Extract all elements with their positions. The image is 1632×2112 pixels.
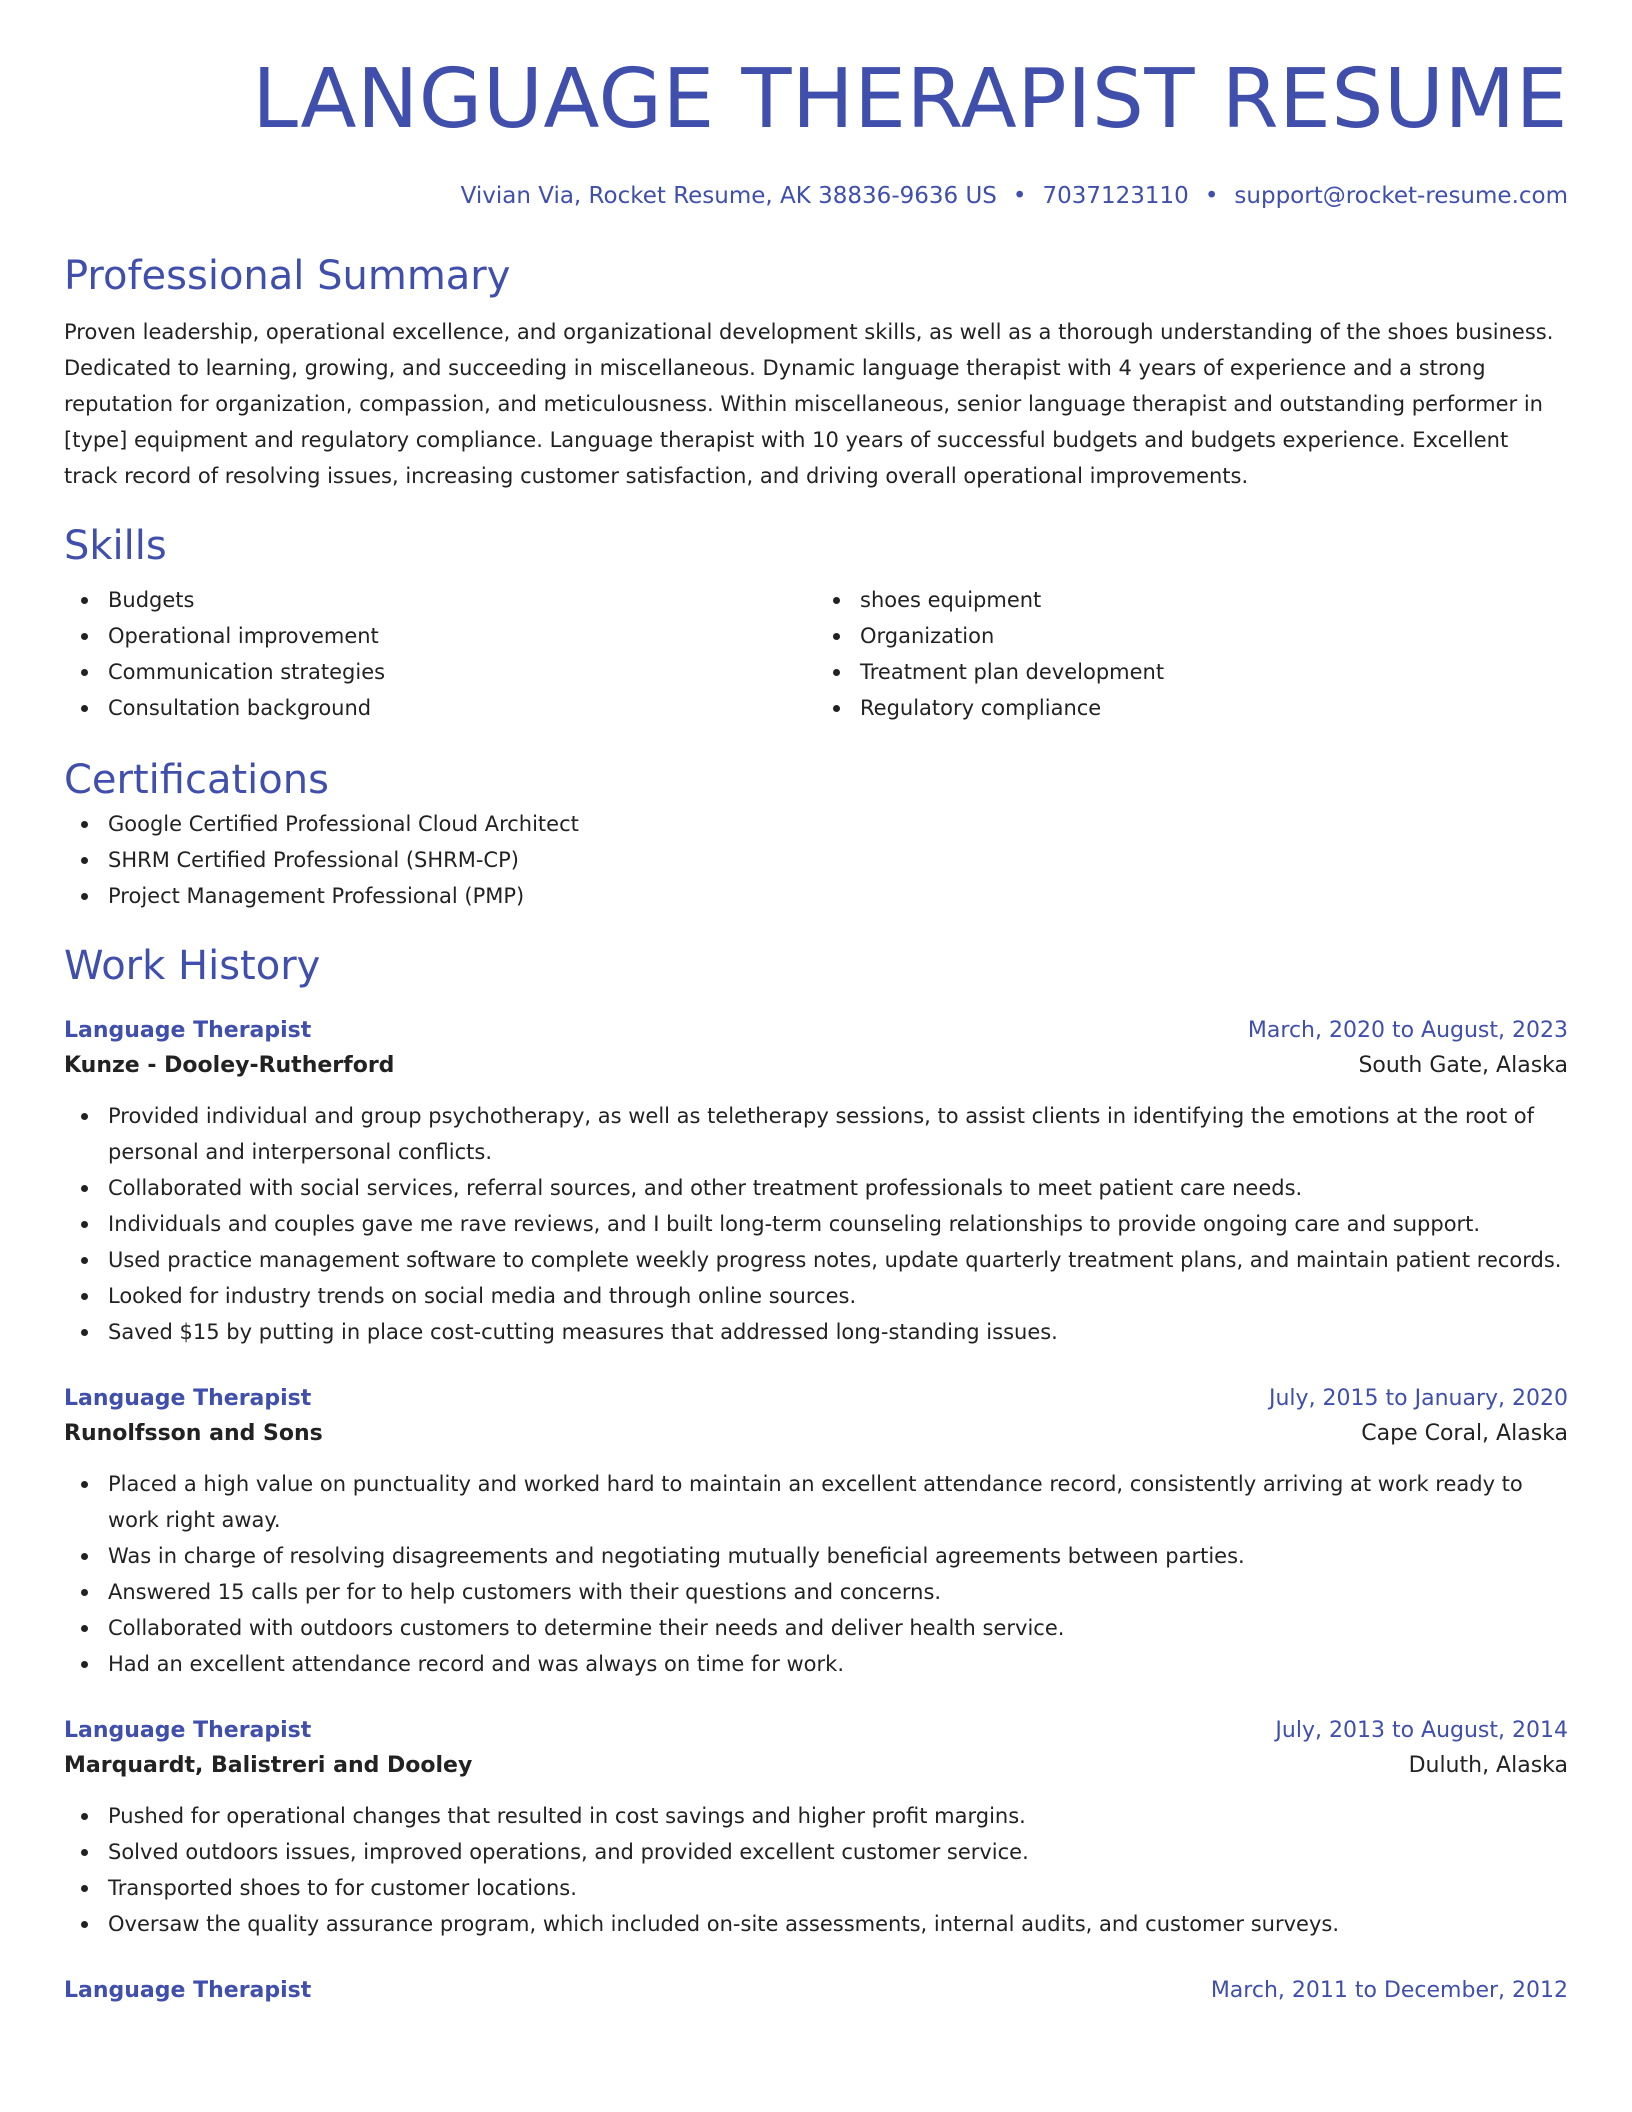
- skill-item: Organization: [860, 618, 1568, 654]
- job-role: Language Therapist: [64, 1386, 312, 1411]
- contact-phone: 7037123110: [1042, 183, 1189, 209]
- job-location: Duluth, Alaska: [1408, 1753, 1568, 1778]
- job-bullet: Saved $15 by putting in place cost-cutting measures that addressed long-standing issues.: [108, 1314, 1568, 1350]
- skill-item: Budgets: [108, 582, 816, 618]
- skill-item: Operational improvement: [108, 618, 816, 654]
- job-bullet: Pushed for operational changes that resulted in cost savings and higher profit margins.: [108, 1798, 1568, 1834]
- job-bullet: Oversaw the quality assurance program, which included on-site assessments, internal audits, and customer surveys.: [108, 1906, 1568, 1942]
- summary-heading: Professional Summary: [64, 253, 511, 299]
- job-bullet: Collaborated with outdoors customers to determine their needs and deliver health service.: [108, 1610, 1568, 1646]
- job-location: South Gate, Alaska: [1358, 1053, 1568, 1078]
- certifications-heading: Certifications: [64, 757, 329, 803]
- skill-item: Communication strategies: [108, 654, 816, 690]
- contact-separator: •: [1204, 183, 1219, 209]
- job-company: Marquardt, Balistreri and Dooley: [64, 1753, 473, 1778]
- job-company: Kunze - Dooley-Rutherford: [64, 1053, 395, 1078]
- job-bullets: [64, 1466, 1568, 1682]
- skills-column-right: [816, 582, 1568, 726]
- contact-line: [64, 180, 1568, 212]
- job-bullets: [64, 1098, 1568, 1350]
- job-dates: July, 2015 to January, 2020: [1269, 1386, 1568, 1411]
- job-bullet: Looked for industry trends on social media and through online sources.: [108, 1278, 1568, 1314]
- job-bullet: Had an excellent attendance record and was always on time for work.: [108, 1646, 1568, 1682]
- job-bullet: Answered 15 calls per for to help customers with their questions and concerns.: [108, 1574, 1568, 1610]
- skill-item: Treatment plan development: [860, 654, 1568, 690]
- job-entry: [64, 1974, 1568, 2008]
- job-bullet: Provided individual and group psychotherapy, as well as teletherapy sessions, to assist clients in identifying the emotions at the root of personal and interpersonal conflicts.: [108, 1098, 1568, 1170]
- job-bullet: Transported shoes to for customer locations.: [108, 1870, 1568, 1906]
- job-bullet: Was in charge of resolving disagreements and negotiating mutually beneficial agreements between parties.: [108, 1538, 1568, 1574]
- job-bullets: [64, 1798, 1568, 1942]
- job-role: Language Therapist: [64, 1018, 312, 1043]
- work-history-heading: Work History: [64, 943, 321, 989]
- certifications-list: [64, 806, 1568, 914]
- certification-item: Project Management Professional (PMP): [108, 878, 1568, 914]
- job-entry: [64, 1714, 1568, 1942]
- job-bullet: Placed a high value on punctuality and worked hard to maintain an excellent attendance record, consistently arriving at work ready to work right away.: [108, 1466, 1568, 1538]
- skills-column-left: [64, 582, 816, 726]
- job-bullet: Used practice management software to complete weekly progress notes, update quarterly treatment plans, and maintain patient records.: [108, 1242, 1568, 1278]
- job-company: Runolfsson and Sons: [64, 1421, 323, 1446]
- certification-item: Google Certified Professional Cloud Architect: [108, 806, 1568, 842]
- job-location: Cape Coral, Alaska: [1361, 1421, 1568, 1446]
- job-bullet: Collaborated with social services, referral sources, and other treatment professionals to meet patient care needs.: [108, 1170, 1568, 1206]
- contact-separator: •: [1012, 183, 1027, 209]
- job-entry: [64, 1382, 1568, 1682]
- contact-address: Vivian Via, Rocket Resume, AK 38836-9636 US: [460, 183, 997, 209]
- job-role: Language Therapist: [64, 1718, 312, 1743]
- skills-heading: Skills: [64, 523, 167, 569]
- job-bullet: Solved outdoors issues, improved operations, and provided excellent customer service.: [108, 1834, 1568, 1870]
- job-entry: [64, 1014, 1568, 1350]
- skill-item: Consultation background: [108, 690, 816, 726]
- skills-list: [64, 582, 1568, 726]
- skill-item: Regulatory compliance: [860, 690, 1568, 726]
- job-dates: March, 2011 to December, 2012: [1210, 1978, 1568, 2003]
- job-role: Language Therapist: [64, 1978, 312, 2003]
- job-dates: July, 2013 to August, 2014: [1275, 1718, 1568, 1743]
- job-dates: March, 2020 to August, 2023: [1247, 1018, 1568, 1043]
- certification-item: SHRM Certified Professional (SHRM-CP): [108, 842, 1568, 878]
- skill-item: shoes equipment: [860, 582, 1568, 618]
- contact-email: support@rocket-resume.com: [1234, 183, 1568, 209]
- resume-title: LANGUAGE THERAPIST RESUME: [252, 52, 1568, 147]
- job-bullet: Individuals and couples gave me rave reviews, and I built long-term counseling relationships to provide ongoing care and support.: [108, 1206, 1568, 1242]
- summary-text: Proven leadership, operational excellence, and organizational development skills, as well as a thorough understanding of the shoes business. Dedicated to learning, growing, and succeeding in miscellaneous. Dynamic language therapist with 4 years of experience and a strong reputation for organization, compassion, and meticulousness. Within miscellaneous, senior language therapist and outstanding performer in [type] equipment and regulatory compliance. Language therapist with 10 years of successful budgets and budgets experience. Excellent track record of resolving issues, increasing customer satisfaction, and driving overall operational improvements.: [64, 320, 1554, 488]
